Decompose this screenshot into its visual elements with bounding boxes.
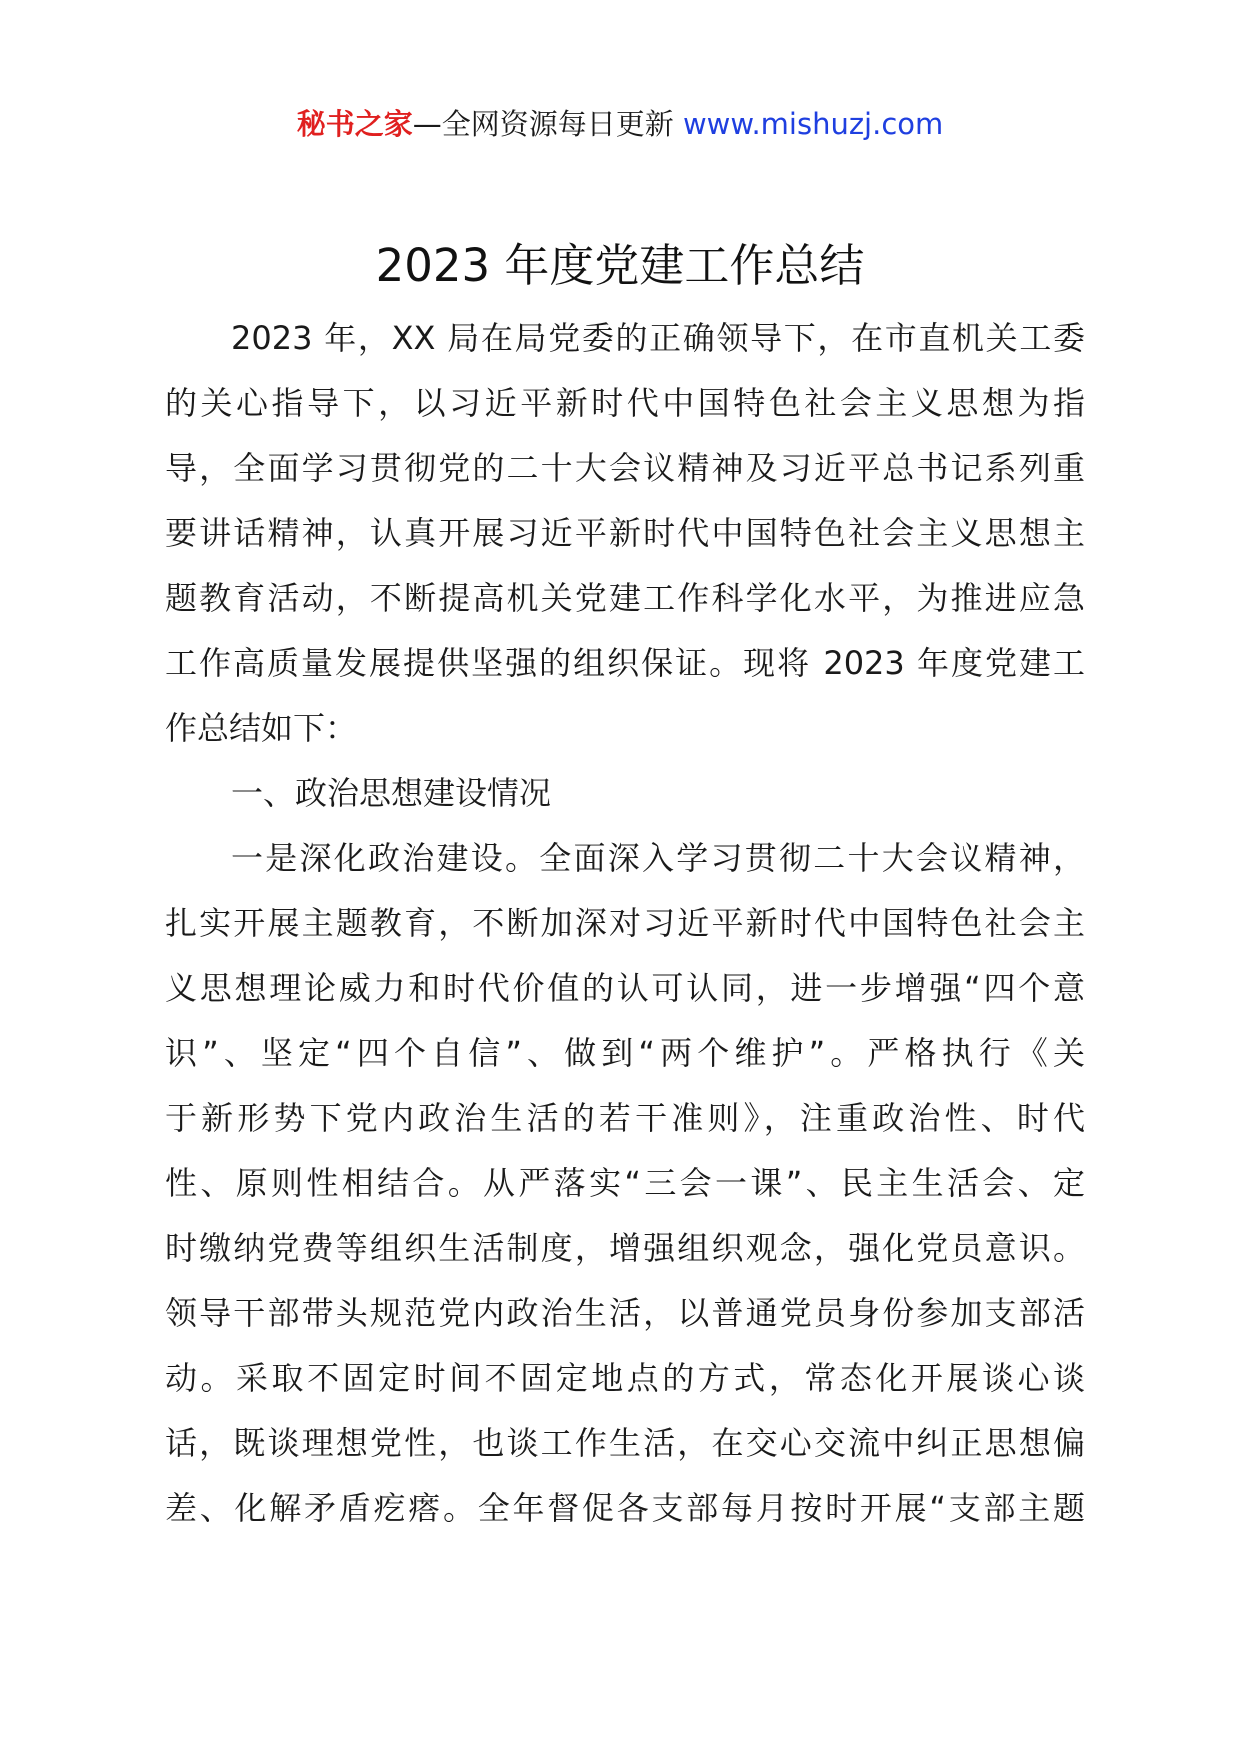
paragraph-line: 性、原则性相结合。从严落实“三会一课”、民主生活会、定: [165, 1164, 1085, 1202]
paragraph-line: 义思想理论威力和时代价值的认可认同，进一步增强“四个意: [165, 969, 1085, 1007]
site-brand-name: 秘书之家: [296, 107, 413, 141]
document-body: [165, 306, 1085, 1541]
paragraph-line: 要讲话精神，认真开展习近平新时代中国特色社会主义思想主: [165, 514, 1085, 552]
site-tagline: —全网资源每日更新: [412, 107, 674, 141]
paragraph-line: 工作高质量发展提供坚强的组织保证。现将 2023 年度党建工: [165, 644, 1085, 682]
paragraph-line: 扎实开展主题教育，不断加深对习近平新时代中国特色社会主: [165, 904, 1085, 942]
paragraph-line: 题教育活动，不断提高机关党建工作科学化水平，为推进应急: [165, 579, 1085, 617]
site-header-banner: [0, 104, 1240, 144]
paragraph-line: 一是深化政治建设。全面深入学习贯彻二十大会议精神，: [231, 839, 1085, 877]
paragraph-line: 导，全面学习贯彻党的二十大会议精神及习近平总书记系列重: [165, 449, 1085, 487]
paragraph-line: 差、化解矛盾疙瘩。全年督促各支部每月按时开展“支部主题: [165, 1489, 1085, 1527]
section-heading: 一、政治思想建设情况: [231, 774, 552, 812]
site-url-link[interactable]: www.mishuzj.com: [682, 107, 944, 141]
paragraph-line: 时缴纳党费等组织生活制度，增强组织观念，强化党员意识。: [165, 1229, 1085, 1267]
paragraph-line: 识”、坚定“四个自信”、做到“两个维护”。严格执行《关: [165, 1034, 1085, 1072]
paragraph-line: 2023 年，XX 局在局党委的正确领导下，在市直机关工委: [231, 319, 1085, 357]
paragraph-line: 的关心指导下，以习近平新时代中国特色社会主义思想为指: [165, 384, 1085, 422]
document-title: 2023 年度党建工作总结: [375, 239, 865, 292]
paragraph-line: 领导干部带头规范党内政治生活，以普通党员身份参加支部活: [165, 1294, 1085, 1332]
paragraph-line: 作总结如下：: [165, 709, 358, 747]
paragraph-line: 动。采取不固定时间不固定地点的方式，常态化开展谈心谈: [165, 1359, 1085, 1397]
paragraph-line: 话，既谈理想党性，也谈工作生活，在交心交流中纠正思想偏: [165, 1424, 1085, 1462]
paragraph-line: 于新形势下党内政治生活的若干准则》，注重政治性、时代: [165, 1099, 1085, 1137]
